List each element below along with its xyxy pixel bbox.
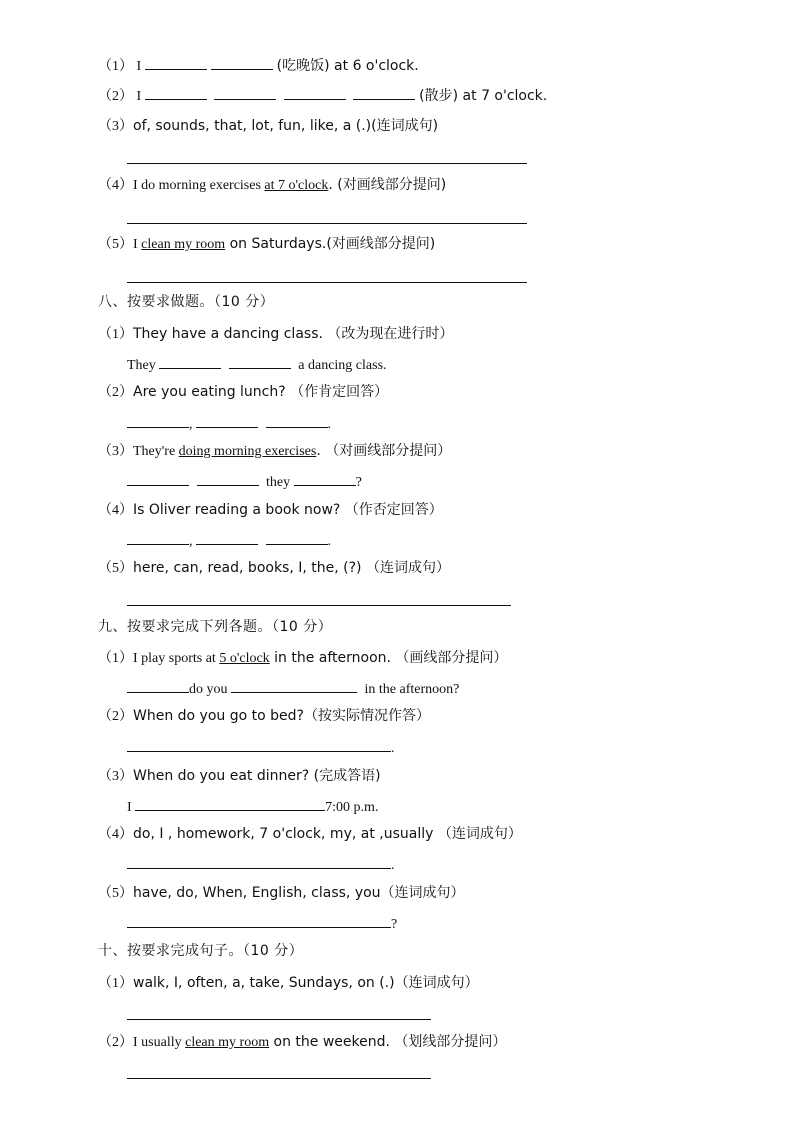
question-text: Is Oliver reading a book now? （作否定回答） (133, 502, 443, 518)
question-number: （2） (98, 709, 133, 724)
blank[interactable] (266, 531, 328, 545)
punctuation: . (391, 858, 395, 873)
question-number: （3） (98, 119, 133, 134)
question-number: （5） (98, 886, 133, 901)
punctuation: , (189, 417, 193, 432)
s10-q2 (98, 1033, 506, 1052)
s9-q5-answer (127, 914, 397, 934)
answer-prefix: I (127, 800, 132, 815)
question-text: I (136, 89, 142, 104)
s7-q4 (98, 176, 446, 195)
answer-suffix: 7:00 p.m. (325, 800, 379, 815)
question-text: (散步) at 7 o'clock. (419, 88, 548, 104)
s7-q2 (98, 86, 547, 106)
question-text: I do morning exercises (133, 178, 265, 193)
punctuation: . (327, 417, 331, 432)
answer-word: do you (189, 682, 228, 697)
question-text: in the afternoon. （画线部分提问） (269, 650, 508, 666)
section-heading-9: 九、按要求完成下列各题。（10 分） (98, 619, 333, 635)
blank[interactable] (229, 355, 291, 369)
s9-q4-answer (127, 855, 395, 875)
s7-q5 (98, 235, 435, 254)
blank[interactable] (135, 797, 325, 811)
blank[interactable] (231, 679, 357, 693)
s9-q2-answer (127, 738, 395, 758)
question-text: (吃晚饭) at 6 o'clock. (276, 58, 419, 74)
question-number: （4） (98, 503, 133, 518)
question-text: here, can, read, books, I, the, (?) （连词成句） (133, 560, 450, 576)
blank[interactable] (353, 86, 415, 100)
underlined-phrase: at 7 o'clock (264, 178, 329, 193)
blank[interactable] (196, 414, 258, 428)
s8-q4 (98, 501, 443, 520)
underlined-phrase: doing morning exercises (178, 444, 317, 459)
question-text: When do you go to bed?（按实际情况作答） (133, 708, 430, 724)
section-heading-8: 八、按要求做题。（10 分） (98, 294, 275, 310)
question-text: do, I , homework, 7 o'clock, my, at ,usually （连词成句） (133, 826, 522, 842)
s9-q1 (98, 649, 507, 668)
s8-q2 (98, 383, 388, 402)
blank[interactable] (127, 738, 391, 752)
answer-line[interactable] (127, 162, 527, 164)
question-text: They're (133, 444, 179, 459)
punctuation: . (327, 534, 331, 549)
answer-word: they (266, 475, 291, 490)
s8-q1 (98, 325, 453, 344)
punctuation: ? (391, 917, 398, 932)
question-text: I (133, 237, 142, 252)
question-number: （1） (98, 59, 133, 74)
s9-q1-answer (127, 679, 459, 699)
question-text: . (对画线部分提问) (328, 177, 447, 193)
question-text: of, sounds, that, lot, fun, like, a (.)(连词成句) (133, 118, 439, 134)
blank[interactable] (145, 86, 207, 100)
s8-q4-answer (127, 531, 331, 551)
underlined-phrase: 5 o'clock (219, 651, 270, 666)
blank[interactable] (294, 472, 356, 486)
question-number: （1） (98, 327, 133, 342)
blank[interactable] (127, 914, 391, 928)
blank[interactable] (127, 472, 189, 486)
question-number: （2） (98, 385, 133, 400)
underlined-phrase: clean my room (141, 237, 226, 252)
question-number: （3） (98, 444, 133, 459)
blank[interactable] (127, 855, 391, 869)
question-number: （2） (98, 1035, 133, 1050)
question-text: I usually (133, 1035, 186, 1050)
s9-q3 (98, 767, 381, 786)
s10-q1 (98, 974, 479, 993)
question-text: walk, I, often, a, take, Sundays, on (.)（连词成句） (133, 975, 479, 991)
question-text: I play sports at (133, 651, 220, 666)
s7-q1 (98, 56, 419, 76)
section-heading-10: 十、按要求完成句子。（10 分） (98, 943, 304, 959)
question-number: （2） (98, 89, 133, 104)
s9-q3-answer (127, 797, 378, 817)
blank[interactable] (284, 86, 346, 100)
question-text: They have a dancing class. （改为现在进行时） (133, 326, 454, 342)
blank[interactable] (197, 472, 259, 486)
question-text: When do you eat dinner? (完成答语) (133, 768, 381, 784)
blank[interactable] (127, 679, 189, 693)
punctuation: , (189, 534, 193, 549)
question-number: （4） (98, 178, 133, 193)
question-number: （5） (98, 237, 133, 252)
answer-line[interactable] (127, 222, 527, 224)
question-text: I (136, 59, 142, 74)
blank[interactable] (266, 414, 328, 428)
question-text: on the weekend. （划线部分提问） (269, 1034, 507, 1050)
blank[interactable] (196, 531, 258, 545)
question-number: （3） (98, 769, 133, 784)
answer-line[interactable] (127, 1077, 431, 1079)
s8-q2-answer (127, 414, 331, 434)
s9-q5 (98, 884, 465, 903)
blank[interactable] (127, 531, 189, 545)
question-text: on Saturdays.(对画线部分提问) (225, 236, 436, 252)
question-number: （4） (98, 827, 133, 842)
s8-q3 (98, 442, 451, 461)
punctuation: . (391, 741, 395, 756)
s7-q3 (98, 117, 438, 136)
question-number: （1） (98, 976, 133, 991)
s8-q3-answer (127, 472, 362, 492)
punctuation: ? (355, 475, 362, 490)
question-number: （1） (98, 651, 133, 666)
answer-line[interactable] (127, 604, 511, 606)
s9-q2 (98, 707, 430, 726)
answer-suffix: in the afternoon? (364, 682, 460, 697)
answer-line[interactable] (127, 281, 527, 283)
question-text: have, do, When, English, class, you（连词成句） (133, 885, 465, 901)
s8-q5 (98, 559, 450, 578)
blank[interactable] (211, 56, 273, 70)
underlined-phrase: clean my room (185, 1035, 270, 1050)
question-number: （5） (98, 561, 133, 576)
blank[interactable] (159, 355, 221, 369)
s9-q4 (98, 825, 522, 844)
answer-prefix: They (127, 358, 156, 373)
blank[interactable] (145, 56, 207, 70)
question-text: Are you eating lunch? （作肯定回答） (133, 384, 389, 400)
answer-suffix: a dancing class. (298, 358, 387, 373)
s8-q1-answer (127, 355, 387, 375)
blank[interactable] (127, 414, 189, 428)
answer-line[interactable] (127, 1018, 431, 1020)
question-text: . （对画线部分提问） (316, 443, 452, 459)
blank[interactable] (214, 86, 276, 100)
